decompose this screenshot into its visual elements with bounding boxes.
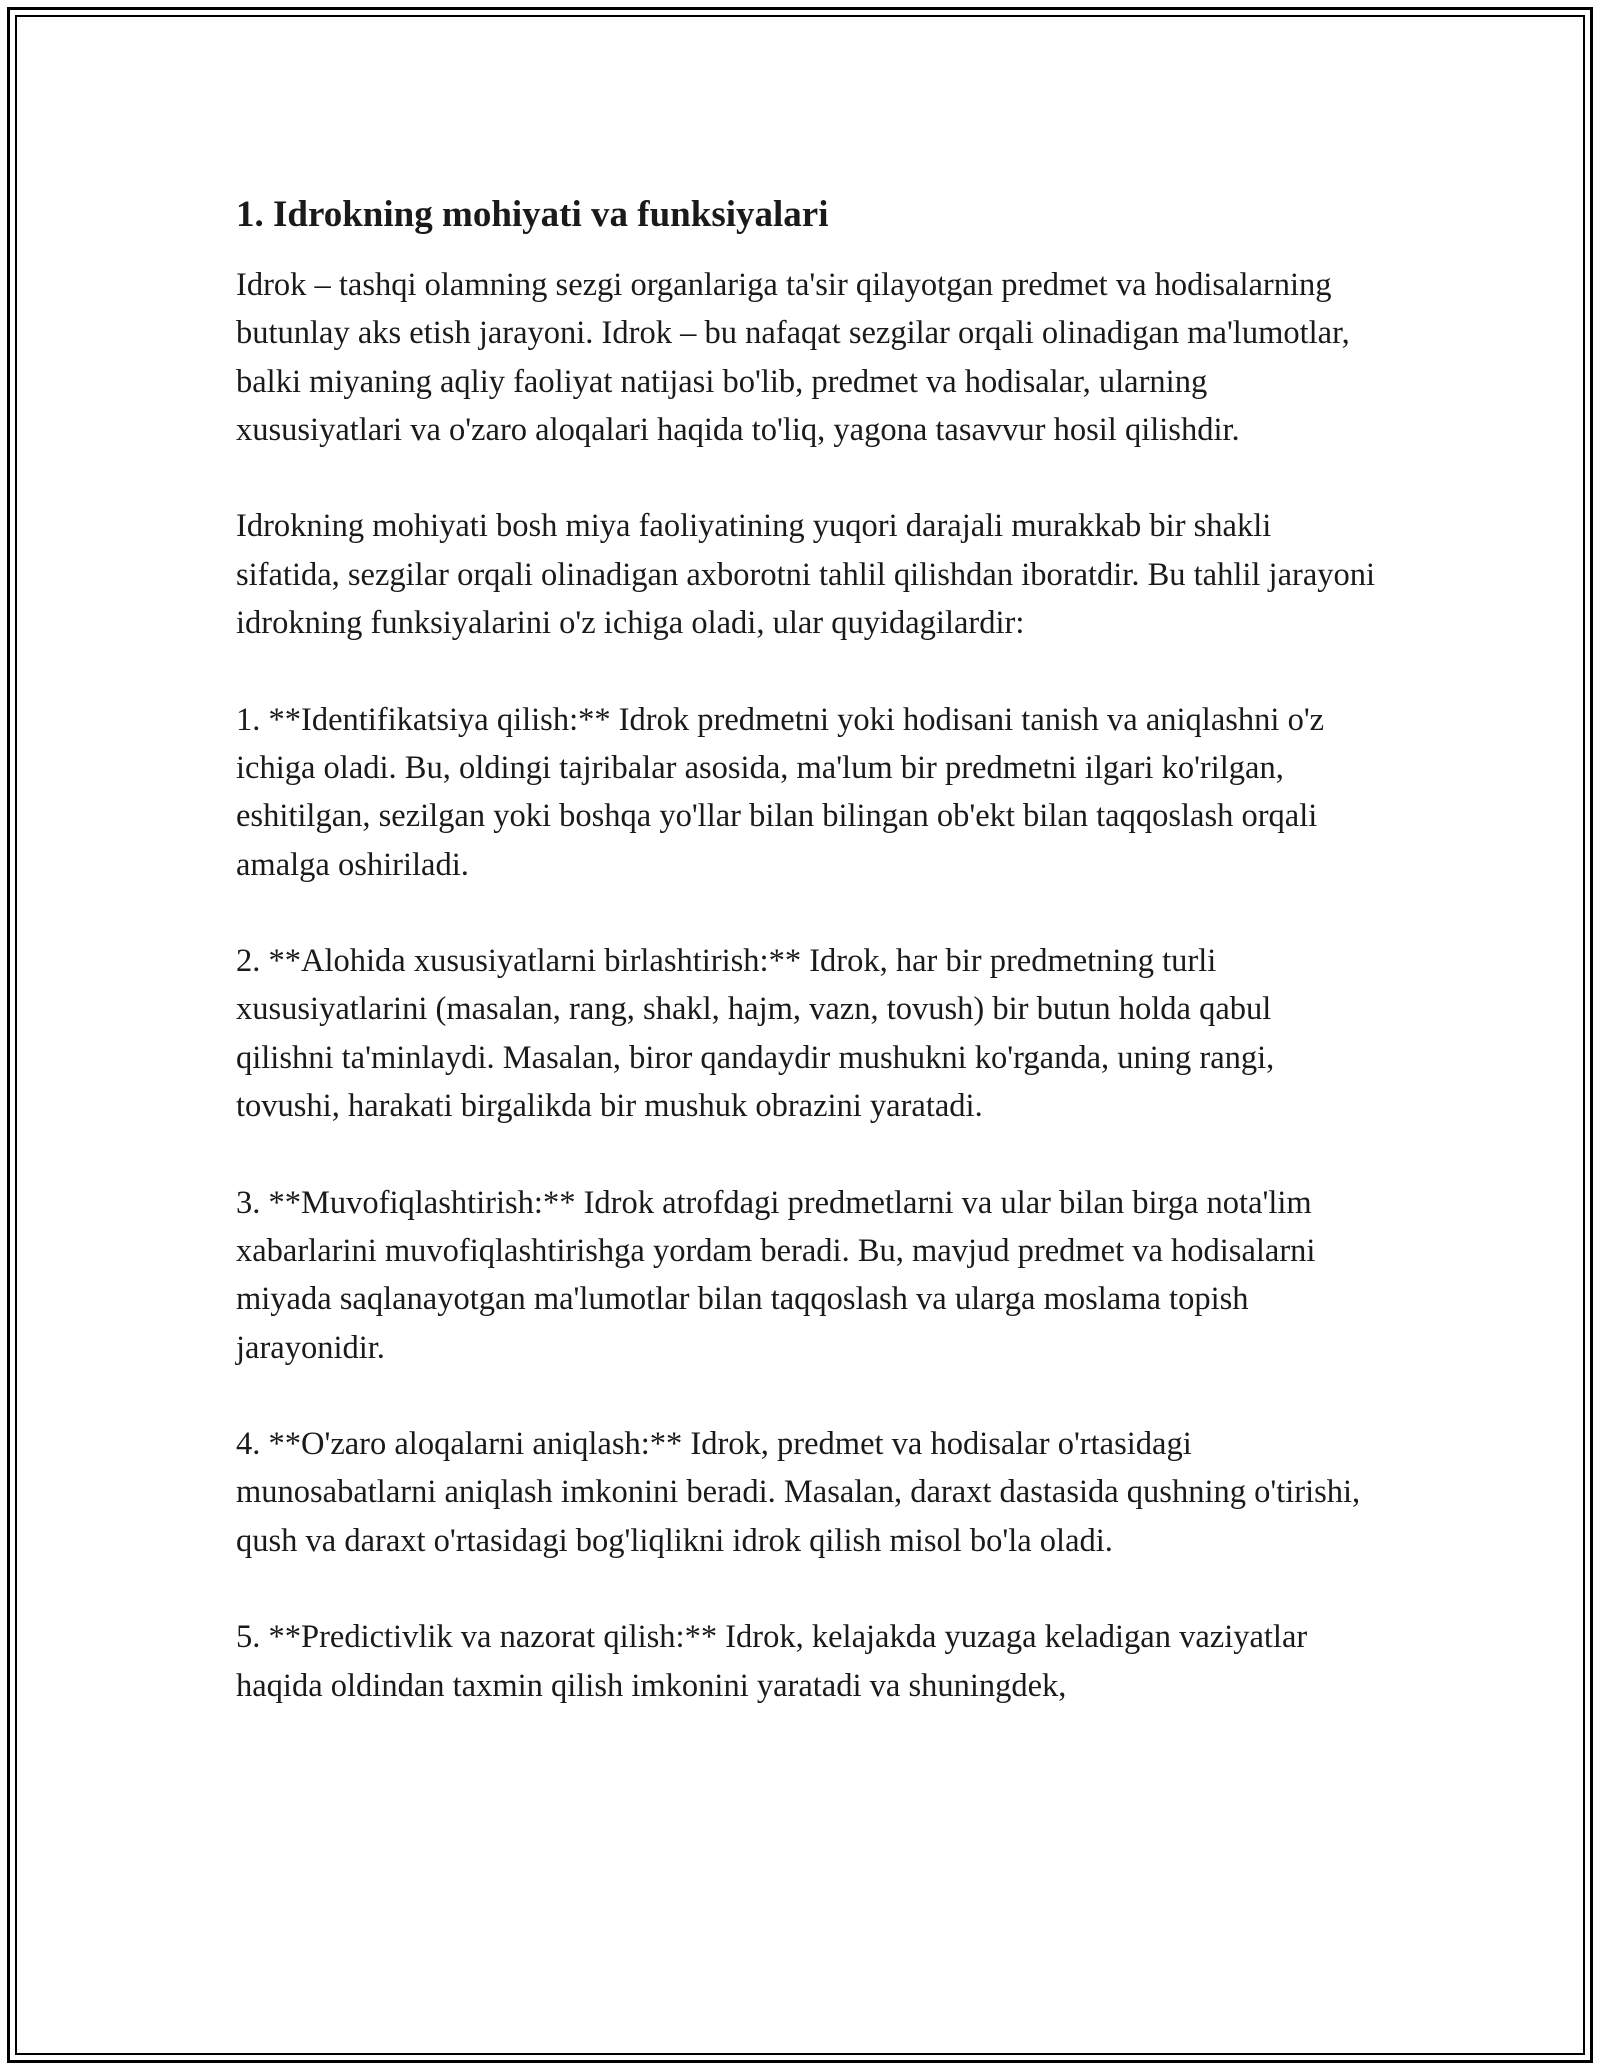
list-item-prediction: 5. **Predictivlik va nazorat qilish:** Idrok, kelajakda yuzaga keladigan vaziyatlar haqida oldindan taxmin qilish imkonini yaratadi va shuningdek, <box>236 1619 1308 1704</box>
document-body <box>236 190 1376 1710</box>
paragraph-essence: Idrokning mohiyati bosh miya faoliyatining yuqori darajali murakkab bir shakli sifatida, sezgilar orqali olinadigan axborotni tahlil qilishdan iboratdir. Bu tahlil jarayoni idrokning funksiyalarini o'z ichiga oladi, ular quyidagilardir: <box>236 508 1376 642</box>
list-item-relations: 4. **O'zaro aloqalarni aniqlash:** Idrok, predmet va hodisalar o'rtasidagi munosabatlarni aniqlash imkonini beradi. Masalan, daraxt dastasida qushning o'tirishi, qush va daraxt o'rtasidagi bog'liqlikni idrok qilish misol bo'la oladi. <box>236 1426 1361 1559</box>
list-item-coordination: 3. **Muvofiqlashtirish:** Idrok atrofdagi predmetlarni va ular bilan birga nota'lim xabarlarini muvofiqlashtirishga yordam beradi. Bu, mavjud predmet va hodisalarni miyada saqlanayotgan ma'lumotlar bilan taqqoslash va ularga moslama topish jarayonidir. <box>236 1184 1316 1366</box>
list-item-integration: 2. **Alohida xususiyatlarni birlashtirish:** Idrok, har bir predmetning turli xususiyatlarini (masalan, rang, shakl, hajm, vazn, tovush) bir butun holda qabul qilishni ta'minlaydi. Masalan, biror qandaydir mushukni ko'rganda, uning rangi, tovushi, harakati birgalikda bir mushuk obrazini yaratadi. <box>236 943 1275 1125</box>
list-item-identification: 1. **Identifikatsiya qilish:** Idrok predmetni yoki hodisani tanish va aniqlashni o'z ichiga oladi. Bu, oldingi tajribalar asosida, ma'lum bir predmetni ilgari ko'rilgan, eshitilgan, sezilgan yoki boshqa yo'llar bilan bilingan ob'ekt bilan taqqoslash orqali amalga oshiriladi. <box>236 701 1325 883</box>
paragraph-definition: Idrok – tashqi olamning sezgi organlariga ta'sir qilayotgan predmet va hodisalarning butunlay aks etish jarayoni. Idrok – bu nafaqat sezgilar orqali olinadigan ma'lumotlar, balki miyaning aqliy faoliyat natijasi bo'lib, predmet va hodisalar, ularning xususiyatlari va o'zaro aloqalari haqida to'liq, yagona tasavvur hosil qilishdir. <box>236 267 1350 448</box>
section-heading: 1. Idrokning mohiyati va funksiyalari <box>236 194 829 235</box>
